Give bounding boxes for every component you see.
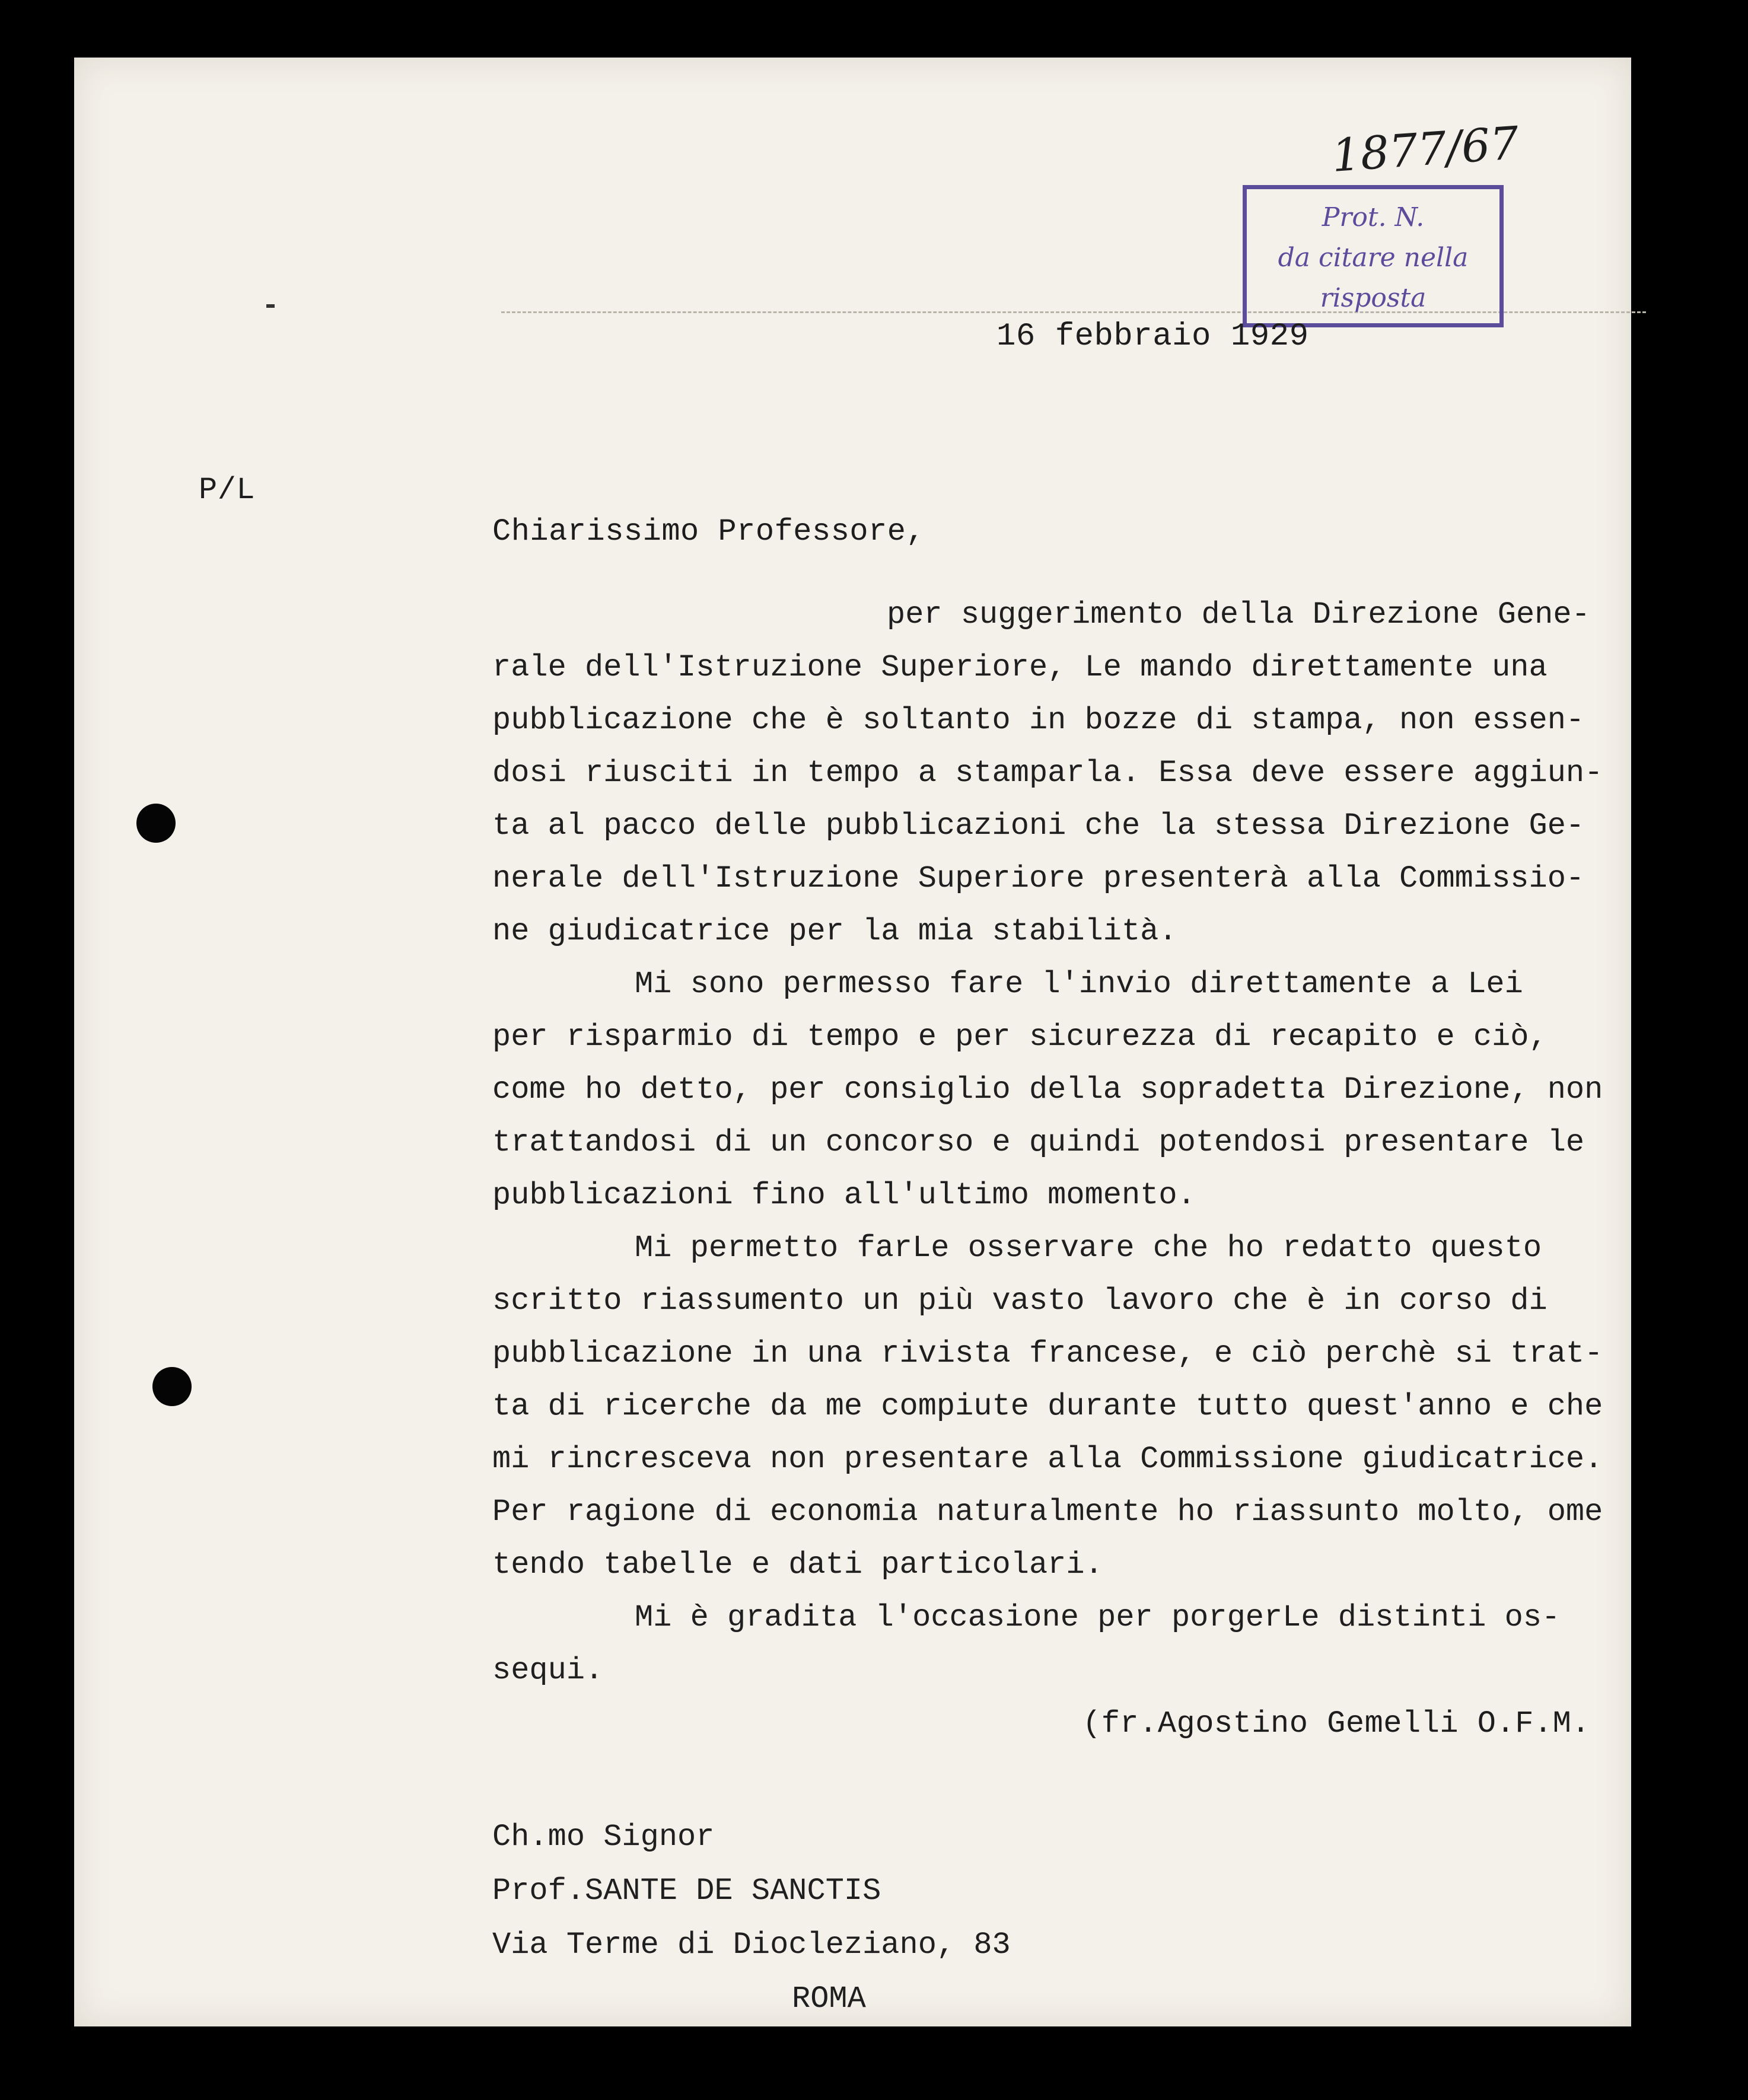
stamp-line-1: Prot. N.: [1322, 202, 1425, 232]
body-line: scritto riassumento un più vasto lavoro che è in corso di: [492, 1283, 1548, 1318]
body-line: dosi riusciti in tempo a stamparla. Essa deve essere aggiun-: [492, 756, 1603, 791]
salutation: Chiarissimo Professore,: [492, 514, 925, 549]
stamp-line-2: da citare nella: [1278, 243, 1469, 273]
recipient-address: [492, 1810, 1011, 2026]
margin-tick-mark: [266, 304, 275, 308]
body-line: trattandosi di un concorso e quindi potendosi presentare le: [492, 1125, 1585, 1160]
body-line: mi rincresceva non presentare alla Commissione giudicatrice.: [492, 1442, 1603, 1477]
address-line: Prof.SANTE DE SANCTIS: [492, 1873, 881, 1908]
address-line: Ch.mo Signor: [492, 1819, 715, 1854]
body-line: pubblicazione in una rivista francese, e ciò perchè si trat-: [492, 1336, 1603, 1371]
body-line: Per ragione di economia naturalmente ho riassunto molto, ome: [492, 1494, 1603, 1529]
body-line: Mi permetto farLe osservare che ho redatto questo: [635, 1231, 1542, 1266]
body-line: ta di ricerche da me compiute durante tutto quest'anno e che: [492, 1389, 1603, 1424]
letter-body: [492, 588, 1603, 1697]
letter-date: 16 febbraio 1929: [996, 318, 1309, 355]
protocol-stamp: [1243, 185, 1504, 327]
protocol-number-handwritten: 1877/67: [1330, 116, 1521, 182]
stamp-line-3: risposta: [1320, 283, 1427, 313]
body-line: ta al pacco delle pubblicazioni che la stessa Direzione Ge-: [492, 808, 1585, 843]
body-line: per risparmio di tempo e per sicurezza di recapito e ciò,: [492, 1019, 1548, 1054]
body-line: ne giudicatrice per la mia stabilità.: [492, 914, 1177, 949]
body-line: pubblicazioni fino all'ultimo momento.: [492, 1178, 1196, 1213]
body-line: come ho detto, per consiglio della sopradetta Direzione, non: [492, 1072, 1603, 1107]
punch-hole: [152, 1367, 192, 1406]
reference-initials: P/L: [199, 473, 256, 508]
body-line: rale dell'Istruzione Superiore, Le mando direttamente una: [492, 650, 1548, 685]
body-line: pubblicazione che è soltanto in bozze di stampa, non essen-: [492, 703, 1585, 738]
body-line: tendo tabelle e dati particolari.: [492, 1547, 1103, 1582]
body-line: Mi è gradita l'occasione per porgerLe distinti os-: [635, 1600, 1561, 1635]
body-line: nerale dell'Istruzione Superiore presenterà alla Commissio-: [492, 861, 1585, 896]
signature: (fr.Agostino Gemelli O.F.M.: [1082, 1706, 1591, 1741]
letter-sheet: [74, 58, 1631, 2026]
address-line: ROMA: [792, 1981, 866, 2016]
punch-hole: [136, 804, 176, 843]
body-line: per suggerimento della Direzione Gene-: [887, 597, 1590, 632]
body-line: Mi sono permesso fare l'invio direttamente a Lei: [635, 967, 1523, 1002]
body-line: sequi.: [492, 1653, 604, 1688]
address-line: Via Terme di Diocleziano, 83: [492, 1927, 1011, 1962]
